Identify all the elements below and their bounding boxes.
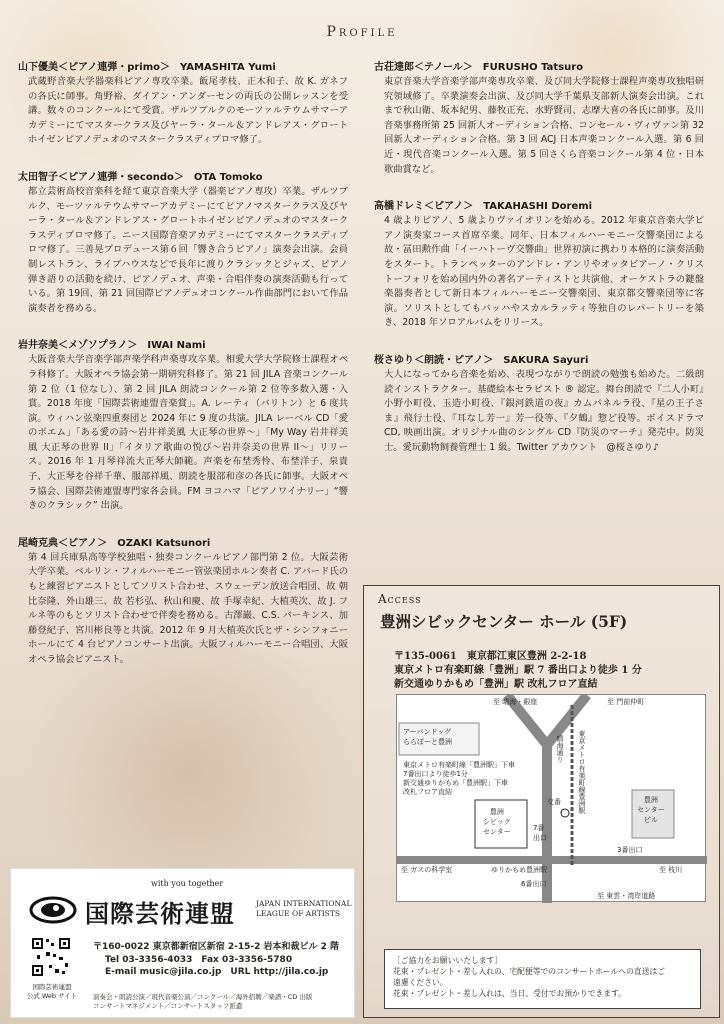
- profile-takahashi: [374, 197, 704, 331]
- map-label-center-building: 豊洲 センター ビル: [637, 796, 665, 824]
- profile-ozaki: [18, 534, 348, 668]
- profile-name: 桜さゆり＜朗読・ピアノ＞ SAKURA Sayuri: [374, 354, 589, 366]
- notice-line: 花束・プレゼント・差し入れの、宅配便等でのコンサートホールへの直送はご: [393, 967, 666, 976]
- org-services: 演奏会・朗読公演／現代音楽公演／コンクール／海外招聘／楽譜・CD 出版 コンサートマネジメント／コンサートスタッフ派遣: [93, 993, 313, 1010]
- org-logo-icon: [29, 895, 77, 925]
- map-label-koban: 交番: [547, 798, 561, 806]
- profile-name: 古荘達郎＜テノール＞ FURUSHO Tatsuro: [374, 62, 584, 73]
- address-line: 〒135-0061 東京都江東区豊洲 2-2-18: [394, 651, 587, 662]
- profile-name: 尾崎克典＜ピアノ＞ OZAKI Katsunori: [18, 537, 211, 549]
- venue-address: [394, 650, 642, 692]
- profile-sakura: [374, 351, 704, 456]
- profile-iwai: [18, 336, 348, 514]
- profile-bio: 都立芸術高校音楽科を経て東京音楽大学（器楽ピアノ専攻）卒業。ザルツブルク、モーツァルテウムサマーアカデミーにてピアノマスタークラス及びヤーラ・タール＆アンドレアス・グロートホイゼンピアノデュオのマスタークラスディプロマ修了。ニース国際音楽アカデミーにてマスタークラスディプロマ修了。三善晃プロデュース第６回「響き合うピアノ」演奏会出演。会員制レストラン、ライブハウスなどで長年に渡りクラシックとジャズ、ピアノ弾き語りの活動を続け、ピアノデュオ、声楽・合唱伴奏の演奏活動も行っている。第 19回、第 21 回国際ピアノデュオコンクール作曲部門において作品演奏者を務める。: [28, 185, 348, 314]
- address-line: 東京メトロ有楽町線「豊洲」駅 7 番出口より徒歩 1 分: [394, 665, 642, 676]
- profile-bio: 4 歳よりピアノ、5 歳よりヴァイオリンを始める。2012 年東京音楽大学ピアノ演奏家コース首席卒業。同年、日本フィルハーモニー交響楽団による故・冨田勲作曲「イーハトーヴ交響曲」世界初演に携わり本格的に演奏活動をスタート。トランペッターのアンドレ・アンリやオッタビアーノ・クリストーフォリを始め国内外の著名アーティストと共演他、オーケストラの鍵盤楽器奏者として新日本フィルハーモニー交響楽団、東京都交響楽団等に客演。ソリストとしてもバッハやスカルラッティ等独自のレパートリーを築き、2018 年ソロアルバムをリリース。: [384, 215, 704, 329]
- org-address: 〒160-0022 東京都新宿区新宿 2-15-2 岩本和裁ビル 2 階: [93, 942, 340, 952]
- profile-bio: 大阪音楽大学音楽学部声楽学科声楽専攻卒業。相愛大学大学院修士課程オペラ科修了。大阪オペラ協会第一期研究科修了。第 21 回 JILA 音楽コンクール第 2 位（1 位なし）、第 2 回 JILA 朗読コンクール第 2 位等多数入選・入賞。2018 年度「国際芸術連盟音楽賞」。A. レーティ（バリトン）と 6 度共演。ウィハン弦楽四重奏団と 2024 年に 9 度の共演。JILA レーベル CD「愛のポエム」「ある愛の詩～岩井祥美風 大正琴の世界～」「My Way 岩井祥美風 大正琴の世界 II」「イタリア歌曲の悦び～岩井奈美の世界 II～」リリース。2016 年 1 月琴祥流大正琴大師範。声楽を布埜秀怜、布埜洋子、泉貴子、大正琴を谷祥千華、服部祥風、朗読を服部和彦の各氏に師事。大阪オペラ協会、国際芸術連盟専門家各会員。FM ヨコハマ「ピアノワイナリー」“響きのクラシック” 出演。: [28, 354, 348, 512]
- profiles-left-column: [18, 58, 348, 688]
- org-email-url[interactable]: E-mail music@jila.co.jp URL http://jila.co.jp: [105, 967, 329, 977]
- notice-line: 花束・プレゼント・差し入れは、当日、受付でお預かりできます。: [393, 989, 626, 998]
- map-label-gas: 至 ガスの科学室: [401, 866, 453, 874]
- profile-yamashita: [18, 58, 348, 148]
- map-label-harumi-dori: 晴海通り: [556, 735, 564, 763]
- access-title: Access: [378, 592, 422, 606]
- notice-line: 遠慮ください。: [393, 978, 448, 987]
- map-label-yurakucho-line: 東京メトロ有楽町線豊洲駅: [578, 730, 586, 814]
- org-name-english: JAPAN INTERNATIONAL LEAGUE OF ARTISTS: [256, 899, 352, 918]
- profile-bio: 第 4 回兵庫県高等学校独唱・独奏コンクールピアノ部門第 2 位。大阪芸術大学卒業。ベルリン・フィルハーモニー管弦楽団ホルン奏者 C. アバード氏のもと練習ピアニストとしてソリスト合わせ、スウェーデン放送合唱団、故 朝比奈隆、外山雄三、故 若杉弘、秋山和慶、故 手塚幸紀、大植英次、故 J. フルネ等のもとソリスト合わせで伴奏を務める。古澤巌、C.S. バーキンス、加藤登紀子、宮川彬良等と共演。2012 年 9 月大植英次氏とザ・シンフォニーホールにて 4 台ピアノコンサート出演。大阪フィルハーモニー合唱団、大阪オペラ協会ピアニスト。: [28, 551, 348, 665]
- map-label-edagawa: 至 枝川: [659, 866, 683, 874]
- map-label-harumi-ginza: 至 晴海・銀座: [493, 698, 538, 706]
- qr-caption: 国際芸術連盟 公式 Web サイト: [26, 983, 78, 1000]
- map-label-exit7: 7番 出口: [533, 824, 547, 842]
- org-tagline: with you together: [151, 879, 224, 888]
- map-note: 東京メトロ有楽町線「豊洲駅」下車 7番出口より徒歩1分 新交通ゆりかもめ「豊洲駅」下車 改札フロア直結: [403, 761, 515, 796]
- access-box: [363, 585, 720, 1018]
- venue-name: 豊洲シビックセンター ホール (5F): [380, 612, 628, 631]
- organization-block: [10, 868, 355, 1018]
- profile-ota: [18, 168, 348, 316]
- profile-name: 岩井奈美＜メゾソプラノ＞ IWAI Nami: [18, 340, 206, 352]
- notice-line: ［ご協力をお願いいたします］: [393, 956, 503, 965]
- profile-bio: 武蔵野音楽大学器楽科ピアノ専攻卒業。飯尾孝枝、正木和子、故 K. ガネフの各氏に師事。角野裕、ダイアン・アンダーセンの両氏の公開レッスンを受講。数々のコンクールにて受賞。ザルツブルクのモーツァルテウムサマーアカデミーにてマスタークラス及びヤーラ・タール＆アンドレアス・グロートホイゼンピアノデュオのマスタークラスディプロマ修了。: [28, 76, 348, 146]
- profile-bio: 東京音楽大学音楽学部声楽専攻卒業、及び同大学院修士課程声楽専攻独唱研究領域修了。卒業演奏会出演、及び同大学千葉県支部新人演奏会出演。これまで秋山衛、坂本紀男、藤牧正充、水野賢司、志摩大喜の各氏に師事。及川音楽事務所第 25 回新人オーディション合格、コンセール・ヴィヴァン第 32 回新人オーディション合格。第 3 回 ACJ 日本声楽コンクール入選。第 6 回近・現代音楽コンクール入選。第 5 回さくら音楽コンクール第 4 位・日本歌曲賞など。: [384, 76, 704, 175]
- access-map: [396, 694, 706, 902]
- map-label-toyo: 至 東雲・湾岸道路: [597, 892, 656, 900]
- map-label-yurikamome: ゆりかもめ豊洲駅: [491, 866, 547, 874]
- qr-code-icon[interactable]: [31, 937, 71, 977]
- map-label-monzen: 至 門前仲町: [607, 698, 645, 706]
- map-label-exit3: 3番出口: [617, 846, 643, 854]
- profile-furusho: [374, 58, 704, 177]
- org-contact: [93, 941, 339, 979]
- org-name: 国際芸術連盟: [85, 900, 235, 928]
- notice-box: [384, 949, 701, 1009]
- address-line: 新交通ゆりかもめ「豊洲」駅 改札フロア直結: [394, 679, 598, 690]
- profile-name: 山下優美＜ピアノ連弾・primo＞ YAMASHITA Yumi: [18, 62, 276, 73]
- org-tel-fax: Tel 03-3356-4033 Fax 03-3356-5780: [105, 954, 293, 965]
- map-label-civic-center: 豊洲 シビック センター: [483, 808, 511, 836]
- profile-bio: 大人になってから音楽を始め、表現つながりで朗読の勉強も始めた。二級朗読インストラクター。基礎絵本セラピスト ® 認定。舞台朗読で『二人小町』小野小町役、玉造小町役、『銀河鉄道の夜』カムパネルラ役、『星の王子さま』飛行士役、『耳なし芳一』芳一役等、『夕鶴』惣ど役等。ボイスドラマ CD, 映画出演。オリジナル曲のシングル CD『防災のマーチ』発売中。防災士。愛玩動物飼養管理士 1 級。Twitter アカウント @桜さゆり♪: [384, 368, 704, 453]
- page-title: Profile: [326, 24, 398, 40]
- profile-name: 高橋ドレミ＜ピアノ＞ TAKAHASHI Doremi: [374, 201, 593, 213]
- profile-name: 太田智子＜ピアノ連弾・secondo＞ OTA Tomoko: [18, 171, 263, 183]
- profiles-right-column: [374, 58, 704, 475]
- map-label-lalaport: アーバンドッグ ららぽーと豊洲: [403, 728, 452, 746]
- map-label-exit6: 6番出口: [521, 880, 547, 888]
